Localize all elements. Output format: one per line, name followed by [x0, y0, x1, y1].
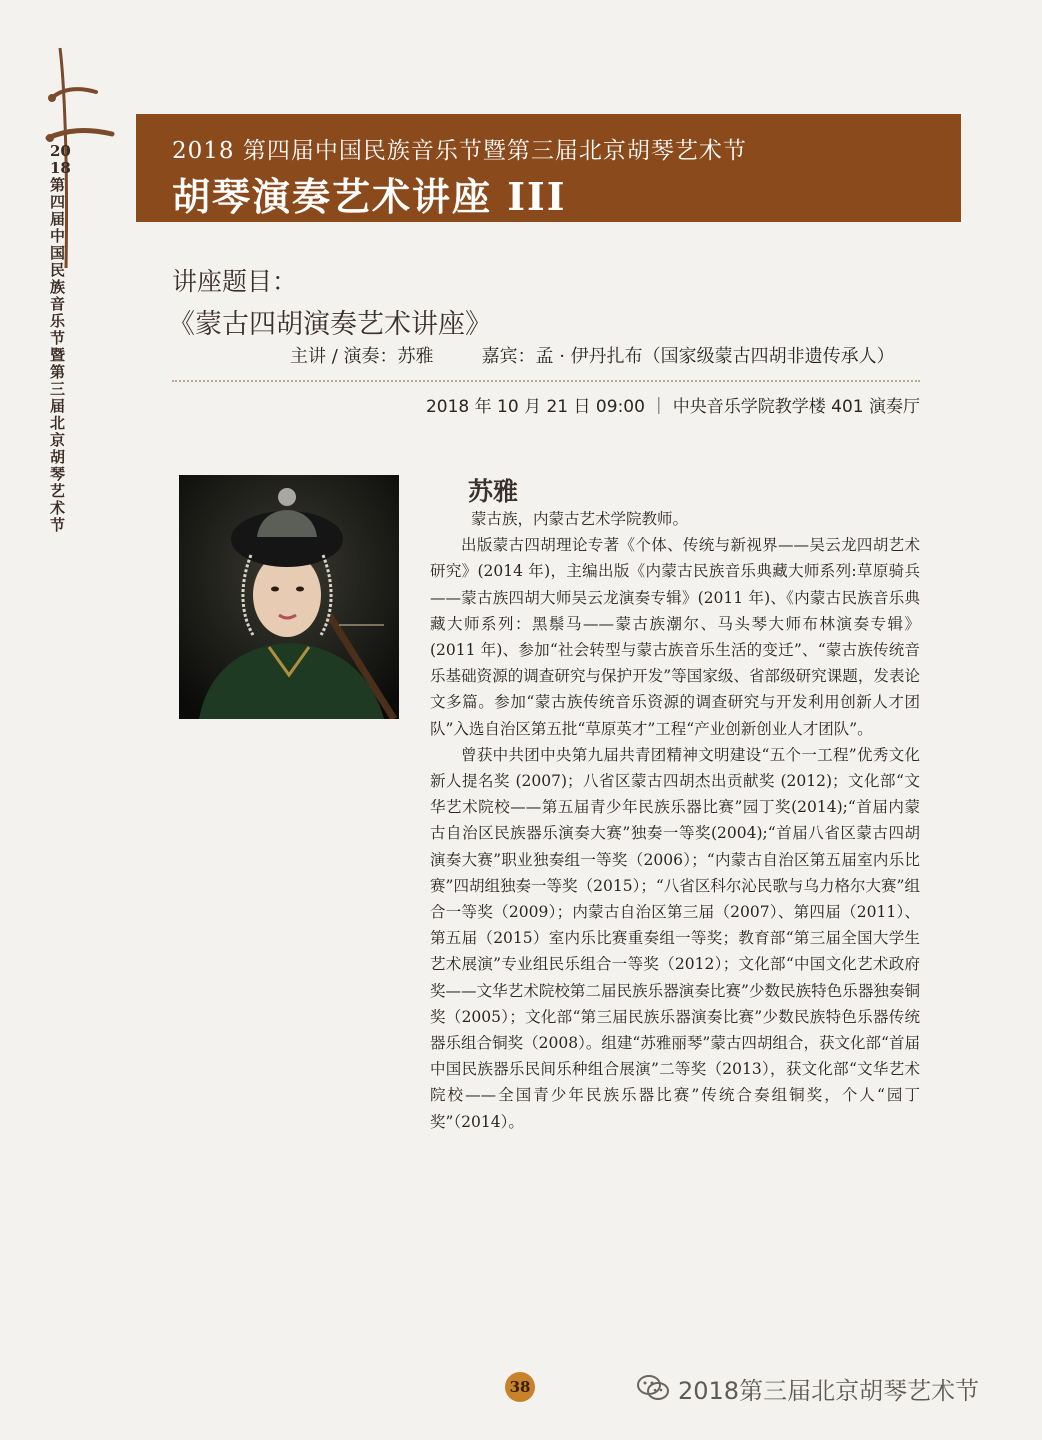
topic-label: 讲座题目： [172, 267, 298, 296]
bio-paragraph: 出版蒙古四胡理论专著《个体、传统与新视界——吴云龙四胡艺术研究》(2014 年)，主编出版《内蒙古民族音乐典藏大师系列:草原骑兵——蒙古族四胡大师吴云龙演奏专辑》(2011 年)、《内蒙古民族音乐典藏大师系列：黑鬃马——蒙古族潮尔、马头琴大师布林演奏专辑》(2011 年)、参加“社会转型与蒙古族音乐生活的变迁”、“蒙古族传统音乐基础资源的调查研究与保护开发”等国家级、省部级研究课题，发表论文多篇。参加“蒙古族传统音乐资源的调查研究与开发利用创新人才团队”入选自治区第五批“草原英才”工程“产业创新创业人才团队”。 [430, 536, 920, 738]
banner-title: 胡琴演奏艺术讲座 III [172, 174, 567, 219]
wechat-icon [636, 1374, 670, 1402]
lecture-topic: 《蒙古四胡演奏艺术讲座》 [168, 309, 492, 340]
watermark-text: 2018第三届北京胡琴艺术节 [678, 1376, 980, 1405]
vertical-side-title: 2018第四届中国民族音乐节暨第三届北京胡琴艺术节 [50, 142, 71, 534]
header-banner [136, 114, 961, 222]
date-venue: 2018 年 10 月 21 日 09:00 ｜ 中央音乐学院教学楼 401 演奏厅 [425, 397, 920, 417]
credits-line [290, 342, 895, 368]
page-number: 38 [505, 1372, 535, 1402]
guest: 嘉宾：孟 · 伊丹扎布（国家级蒙古四胡非遗传承人） [481, 346, 895, 367]
bio-paragraph: 曾获中共团中央第九届共青团精神文明建设“五个一工程”优秀文化新人提名奖 (2007)；八省区蒙古四胡杰出贡献奖 (2012)；文化部“文华艺术院校——第五届青少年民族乐器比赛”园丁奖(2014);“首届内蒙古自治区民族器乐演奏大赛”独奏一等奖(2004);“首届八省区蒙古四胡演奏大赛”职业独奏组一等奖（2006）；“内蒙古自治区第五届室内乐比赛”四胡组独奏一等奖（2015）；“八省区科尔沁民歌与乌力格尔大赛”组合一等奖（2009）；内蒙古自治区第三届（2007）、第四届（2011）、第五届（2015）室内乐比赛重奏组一等奖；教育部“第三届全国大学生艺术展演”专业组民乐组合一等奖（2012）；文化部“中国文化艺术政府奖——文华艺术院校第二届民族乐器演奏比赛”少数民族特色乐器独奏铜奖（2005）；文化部“第三届民族乐器演奏比赛”少数民族特色乐器传统器乐组合铜奖（2008）。组建“苏雅丽琴”蒙古四胡组合，获文化部“首届中国民族器乐民间乐种组合展演”二等奖（2013），获文化部“文华艺术院校——全国青少年民族乐器比赛”传统合奏组铜奖，个人“园丁奖”（2014）。 [430, 745, 920, 1131]
watermark [636, 1372, 979, 1404]
portrait-photo [179, 475, 399, 719]
bio-paragraph: 蒙古族，内蒙古艺术学院教师。 [471, 510, 689, 528]
banner-subtitle: 2018 第四届中国民族音乐节暨第三届北京胡琴艺术节 [172, 138, 747, 164]
dotted-divider [172, 380, 920, 382]
artist-name: 苏雅 [468, 477, 519, 506]
artist-bio [430, 506, 920, 1135]
presenter: 主讲 / 演奏：苏雅 [290, 346, 434, 367]
